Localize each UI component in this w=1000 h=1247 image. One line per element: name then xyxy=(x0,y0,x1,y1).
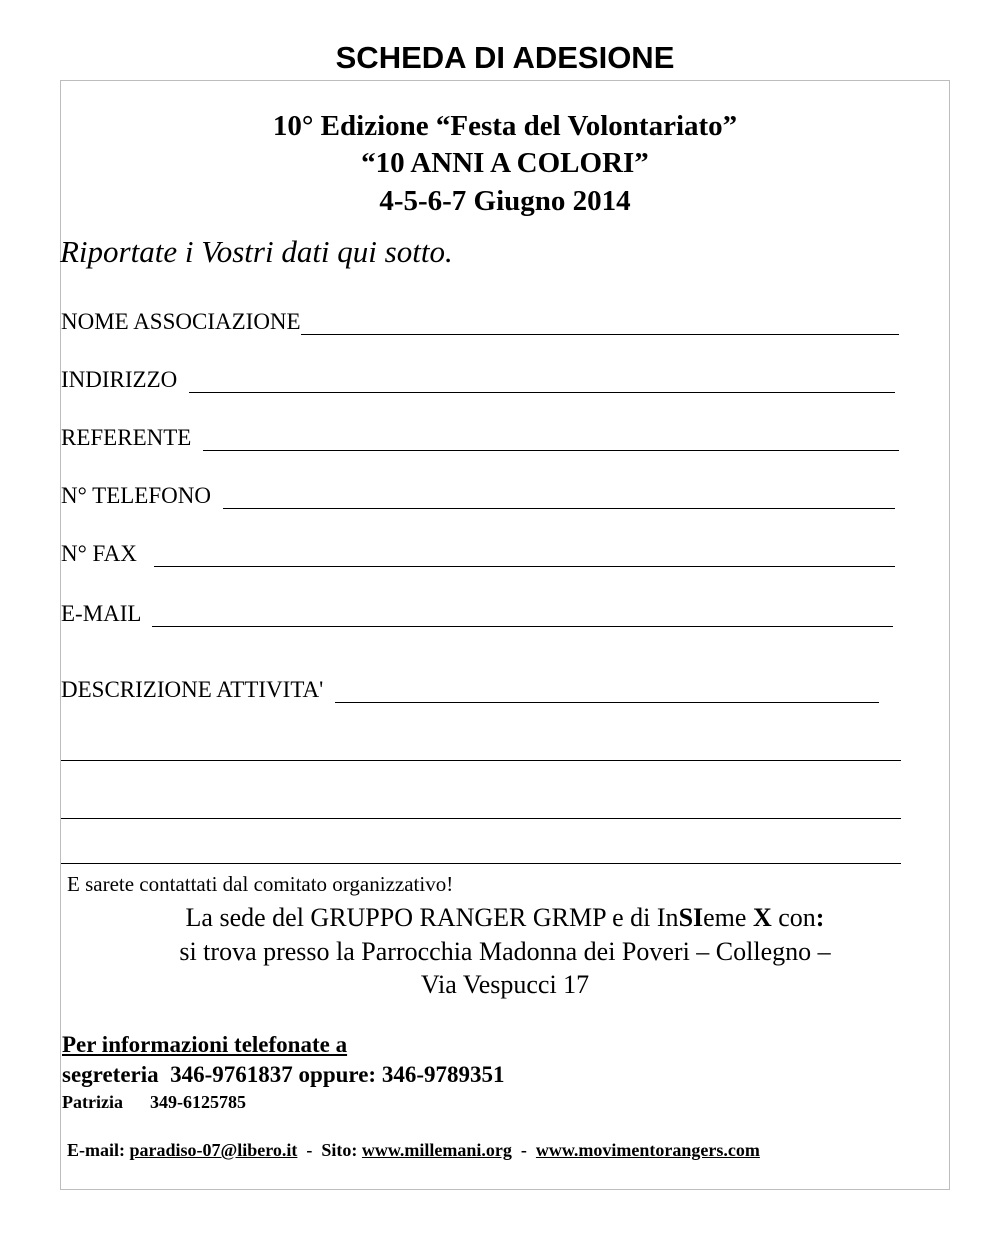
footer-separator: - xyxy=(511,1140,536,1160)
field-nome-associazione[interactable] xyxy=(61,308,899,335)
venue-line-1 xyxy=(60,901,950,935)
footer-separator: - Sito: xyxy=(297,1140,362,1160)
event-slogan: “10 ANNI A COLORI” xyxy=(361,147,649,179)
field-label: REFERENTE xyxy=(61,425,198,450)
contact-note: E sarete contattati dal comitato organizzativo! xyxy=(67,872,454,896)
fill-line[interactable] xyxy=(301,308,899,335)
venue-text-bold: SI xyxy=(678,903,704,932)
description-line[interactable] xyxy=(61,818,901,819)
venue-text-bold: X xyxy=(752,903,772,932)
venue-line-2: si trova presso la Parrocchia Madonna dei Poveri – Collegno – xyxy=(179,937,831,966)
field-label: N° TELEFONO xyxy=(61,483,217,508)
site-link-movimentorangers[interactable]: www.movimentorangers.com xyxy=(535,1140,760,1160)
field-label: E-MAIL xyxy=(61,601,147,626)
field-label: N° FAX xyxy=(61,541,149,566)
venue-text: La sede del GRUPPO RANGER GRMP e di In xyxy=(185,903,679,932)
info-patrizia: Patrizia 349-6125785 xyxy=(62,1092,246,1112)
edition-title: 10° Edizione “Festa del Volontariato” xyxy=(272,110,738,142)
fill-line[interactable] xyxy=(203,424,899,451)
field-telefono[interactable] xyxy=(61,482,895,509)
site-link-millemani[interactable]: www.millemani.org xyxy=(361,1140,512,1160)
venue-text: con xyxy=(771,903,816,932)
instruction-text: Riportate i Vostri dati qui sotto. xyxy=(60,234,453,269)
field-label: INDIRIZZO xyxy=(61,367,183,392)
fill-line[interactable] xyxy=(223,482,895,509)
footer-contacts xyxy=(67,1140,760,1161)
fill-line[interactable] xyxy=(189,366,895,393)
info-heading: Per informazioni telefonate a xyxy=(62,1032,348,1057)
field-email[interactable] xyxy=(61,600,893,627)
description-line[interactable] xyxy=(61,863,901,864)
fill-line[interactable] xyxy=(154,540,895,567)
field-referente[interactable] xyxy=(61,424,899,451)
fill-line[interactable] xyxy=(335,676,879,703)
email-link[interactable]: paradiso-07@libero.it xyxy=(129,1140,298,1160)
field-label: DESCRIZIONE ATTIVITA' xyxy=(61,677,330,702)
fill-line[interactable] xyxy=(152,600,893,627)
field-indirizzo[interactable] xyxy=(61,366,895,393)
description-line[interactable] xyxy=(61,760,901,761)
venue-text-bold: : xyxy=(815,903,825,932)
field-descrizione-attivita[interactable] xyxy=(61,676,879,703)
field-label: NOME ASSOCIAZIONE xyxy=(61,309,301,334)
page-title: SCHEDA DI ADESIONE xyxy=(335,40,675,75)
footer-email-label: E-mail: xyxy=(67,1140,130,1160)
venue-address: Via Vespucci 17 xyxy=(420,970,590,999)
field-fax[interactable] xyxy=(61,540,895,567)
event-dates: 4-5-6-7 Giugno 2014 xyxy=(379,185,631,217)
info-segreteria: segreteria 346-9761837 oppure: 346-9789351 xyxy=(62,1062,505,1087)
venue-text: eme xyxy=(703,903,753,932)
